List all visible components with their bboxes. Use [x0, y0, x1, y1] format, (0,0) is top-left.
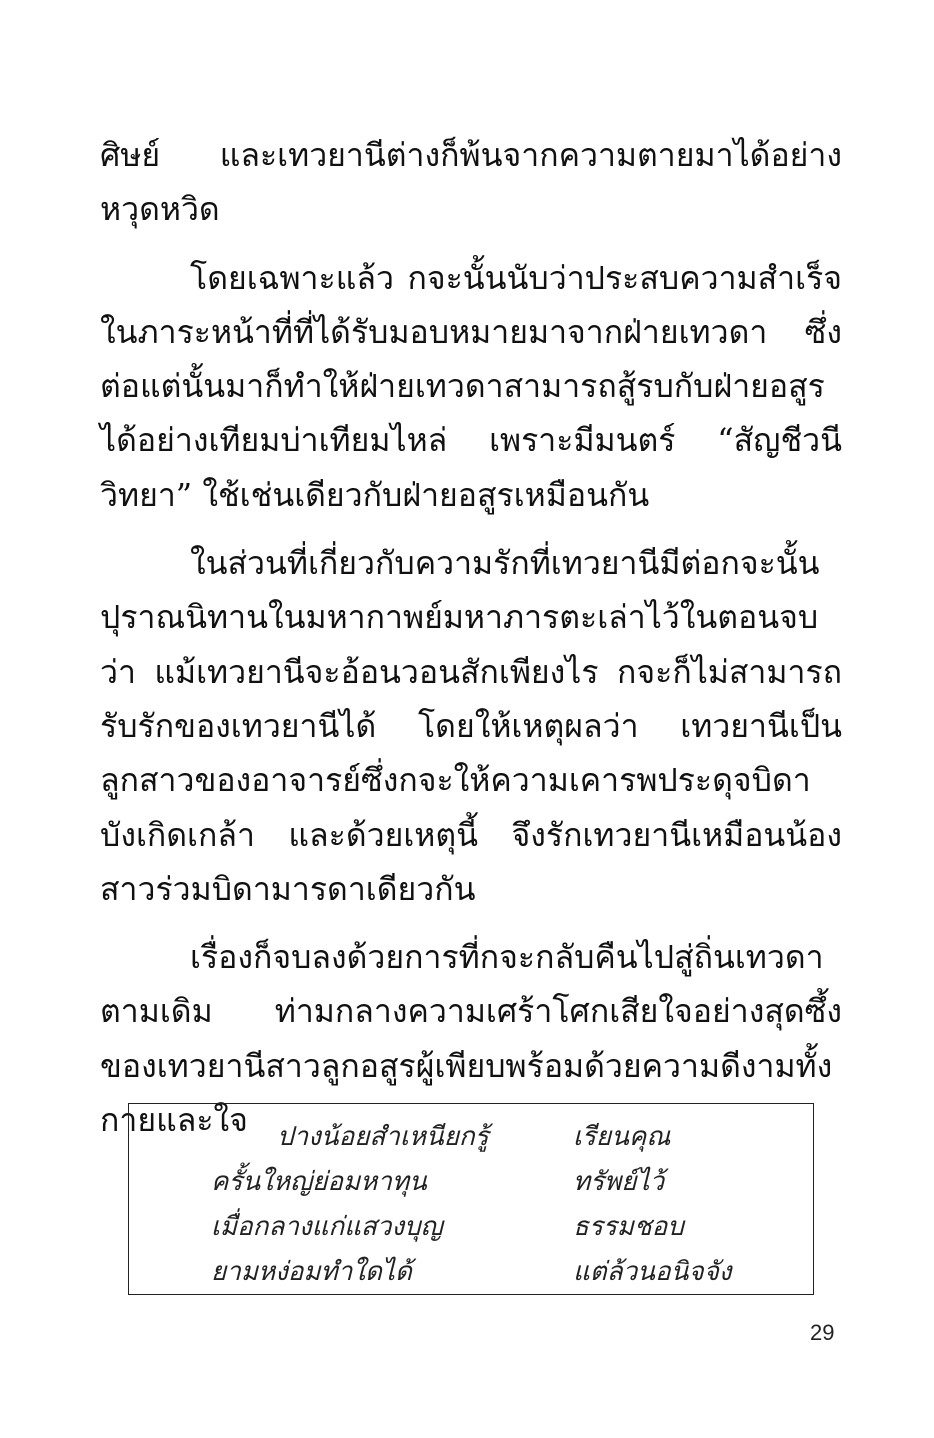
poem-line-3-left: เมื่อกลางแก่แสวงบุญ: [211, 1212, 443, 1242]
poem-line-1-left: ปางน้อยสำเหนียกรู้: [277, 1122, 489, 1152]
paragraph-3: ในส่วนที่เกี่ยวกับความรักที่เทวยานีมีต่อกจะนั้น ปุราณนิทานในมหากาพย์มหาภารตะเล่าไว้ในตอนจบว่า แม้เทวยานีจะอ้อนวอนสักเพียงไร กจะก็ไม่สามารถรับรักของเทวยานีได้ โดยให้เหตุผลว่า เทวยานีเป็นลูกสาวของอาจารย์ซึ่งกจะให้ความเคารพประดุจบิดาบังเกิดเกล้า และด้วยเหตุนี้ จึงรักเทวยานีเหมือนน้องสาวร่วมบิดามารดาเดียวกัน: [100, 544, 842, 908]
body-text: [100, 128, 842, 1161]
poem-line-2-right: ทรัพย์ไว้: [573, 1167, 665, 1197]
paragraph-4: เรื่องก็จบลงด้วยการที่กจะกลับคืนไปสู่ถิ่นเทวดาตามเดิม ท่ามกลางความเศร้าโศกเสียใจอย่างสุดซึ้งของเทวยานีสาวลูกอสูรผู้เพียบพร้อมด้วยความดีงามทั้งกายและใจ: [100, 938, 842, 1140]
poem-line-2-left: ครั้นใหญ่ย่อมหาทุน: [211, 1167, 427, 1197]
poem-line-1-right: เรียนคุณ: [573, 1122, 671, 1152]
poem-line-4-left: ยามหง่อมทำใดได้: [211, 1257, 412, 1287]
paragraph-2: โดยเฉพาะแล้ว กจะนั้นนับว่าประสบความสำเร็จในภาระหน้าที่ที่ได้รับมอบหมายมาจากฝ่ายเทวดา ซึ่งต่อแต่นั้นมาก็ทำให้ฝ่ายเทวดาสามารถสู้รบกับฝ่ายอสูรได้อย่างเทียมบ่าเทียมไหล่ เพราะมีมนตร์ “สัญชีวนีวิทยา” ใช้เช่นเดียวกับฝ่ายอสูรเหมือนกัน: [100, 258, 842, 514]
page-number: 29: [810, 1320, 835, 1345]
paragraph-1: ศิษย์ และเทวยานีต่างก็พ้นจากความตายมาได้อย่างหวุดหวิด: [100, 136, 842, 229]
poem-line-3-right: ธรรมชอบ: [573, 1212, 684, 1242]
poem-line-4-right: แต่ล้วนอนิจจัง: [573, 1257, 732, 1287]
poem-box: [128, 1103, 814, 1295]
